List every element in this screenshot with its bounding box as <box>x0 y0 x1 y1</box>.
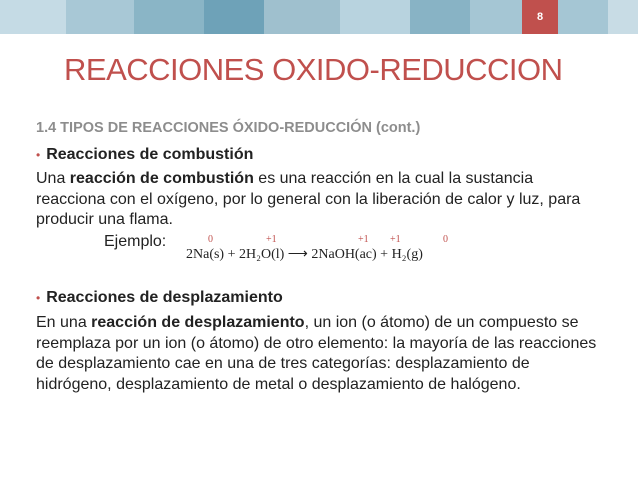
paragraph-text: es una reacción en la cual la sustancia reacciona con el oxígeno, por lo general con la liberación de calor y luz, para producir una flama. <box>36 170 581 228</box>
oxidation-number: 0 <box>443 234 448 245</box>
header-bar-segment <box>410 0 470 34</box>
bullet-dot-icon: • <box>36 291 41 305</box>
bullet-combustion <box>36 146 253 164</box>
header-bar-segment <box>134 0 204 34</box>
header-bar-segment <box>264 0 340 34</box>
example-label: Ejemplo: <box>104 233 167 250</box>
header-bar-segment <box>66 0 134 34</box>
oxidation-number: +1 <box>358 234 369 245</box>
term-combustion: reacción de combustión <box>69 170 254 187</box>
chemical-equation <box>186 234 516 270</box>
oxidation-number: +1 <box>390 234 401 245</box>
oxidation-number: 0 <box>208 234 213 245</box>
slide-title: REACCIONES OXIDO-REDUCCION <box>64 52 563 87</box>
oxidation-number: +1 <box>266 234 277 245</box>
paragraph-text: Una <box>36 170 70 187</box>
slide-subtitle: 1.4 TIPOS DE REACCIONES ÓXIDO-REDUCCIÓN (cont.) <box>36 120 421 136</box>
header-bar-segment <box>340 0 410 34</box>
bullet-displacement-label: Reacciones de desplazamiento <box>46 289 283 306</box>
page-number: 8 <box>522 0 558 34</box>
header-bar-segment <box>0 0 66 34</box>
bullet-displacement <box>36 289 283 307</box>
displacement-paragraph <box>36 313 606 395</box>
paragraph-text: En una <box>36 314 92 331</box>
header-bar-segment <box>608 0 638 34</box>
header-bar-segment <box>558 0 608 34</box>
header-bar-segment <box>204 0 264 34</box>
equation-text: 2Na(s) + 2H₂O(l) ⟶ 2NaOH(ac) + H₂(g) <box>186 247 423 262</box>
paragraph-text: , un ion (o átomo) de un compuesto se reemplaza por un ion (o átomo) de otro elemento: la mayoría de las reacciones de desplazamiento cae en una de tres categorías: desplazamiento de hidrógeno, desplazamiento de metal o desplazamiento de halógeno. <box>36 314 597 393</box>
header-color-bar <box>0 0 638 34</box>
header-bar-segment <box>470 0 522 34</box>
combustion-paragraph <box>36 169 606 231</box>
term-displacement: reacción de desplazamiento <box>91 314 305 331</box>
bullet-dot-icon: • <box>36 148 41 162</box>
bullet-combustion-label: Reacciones de combustión <box>46 146 254 163</box>
